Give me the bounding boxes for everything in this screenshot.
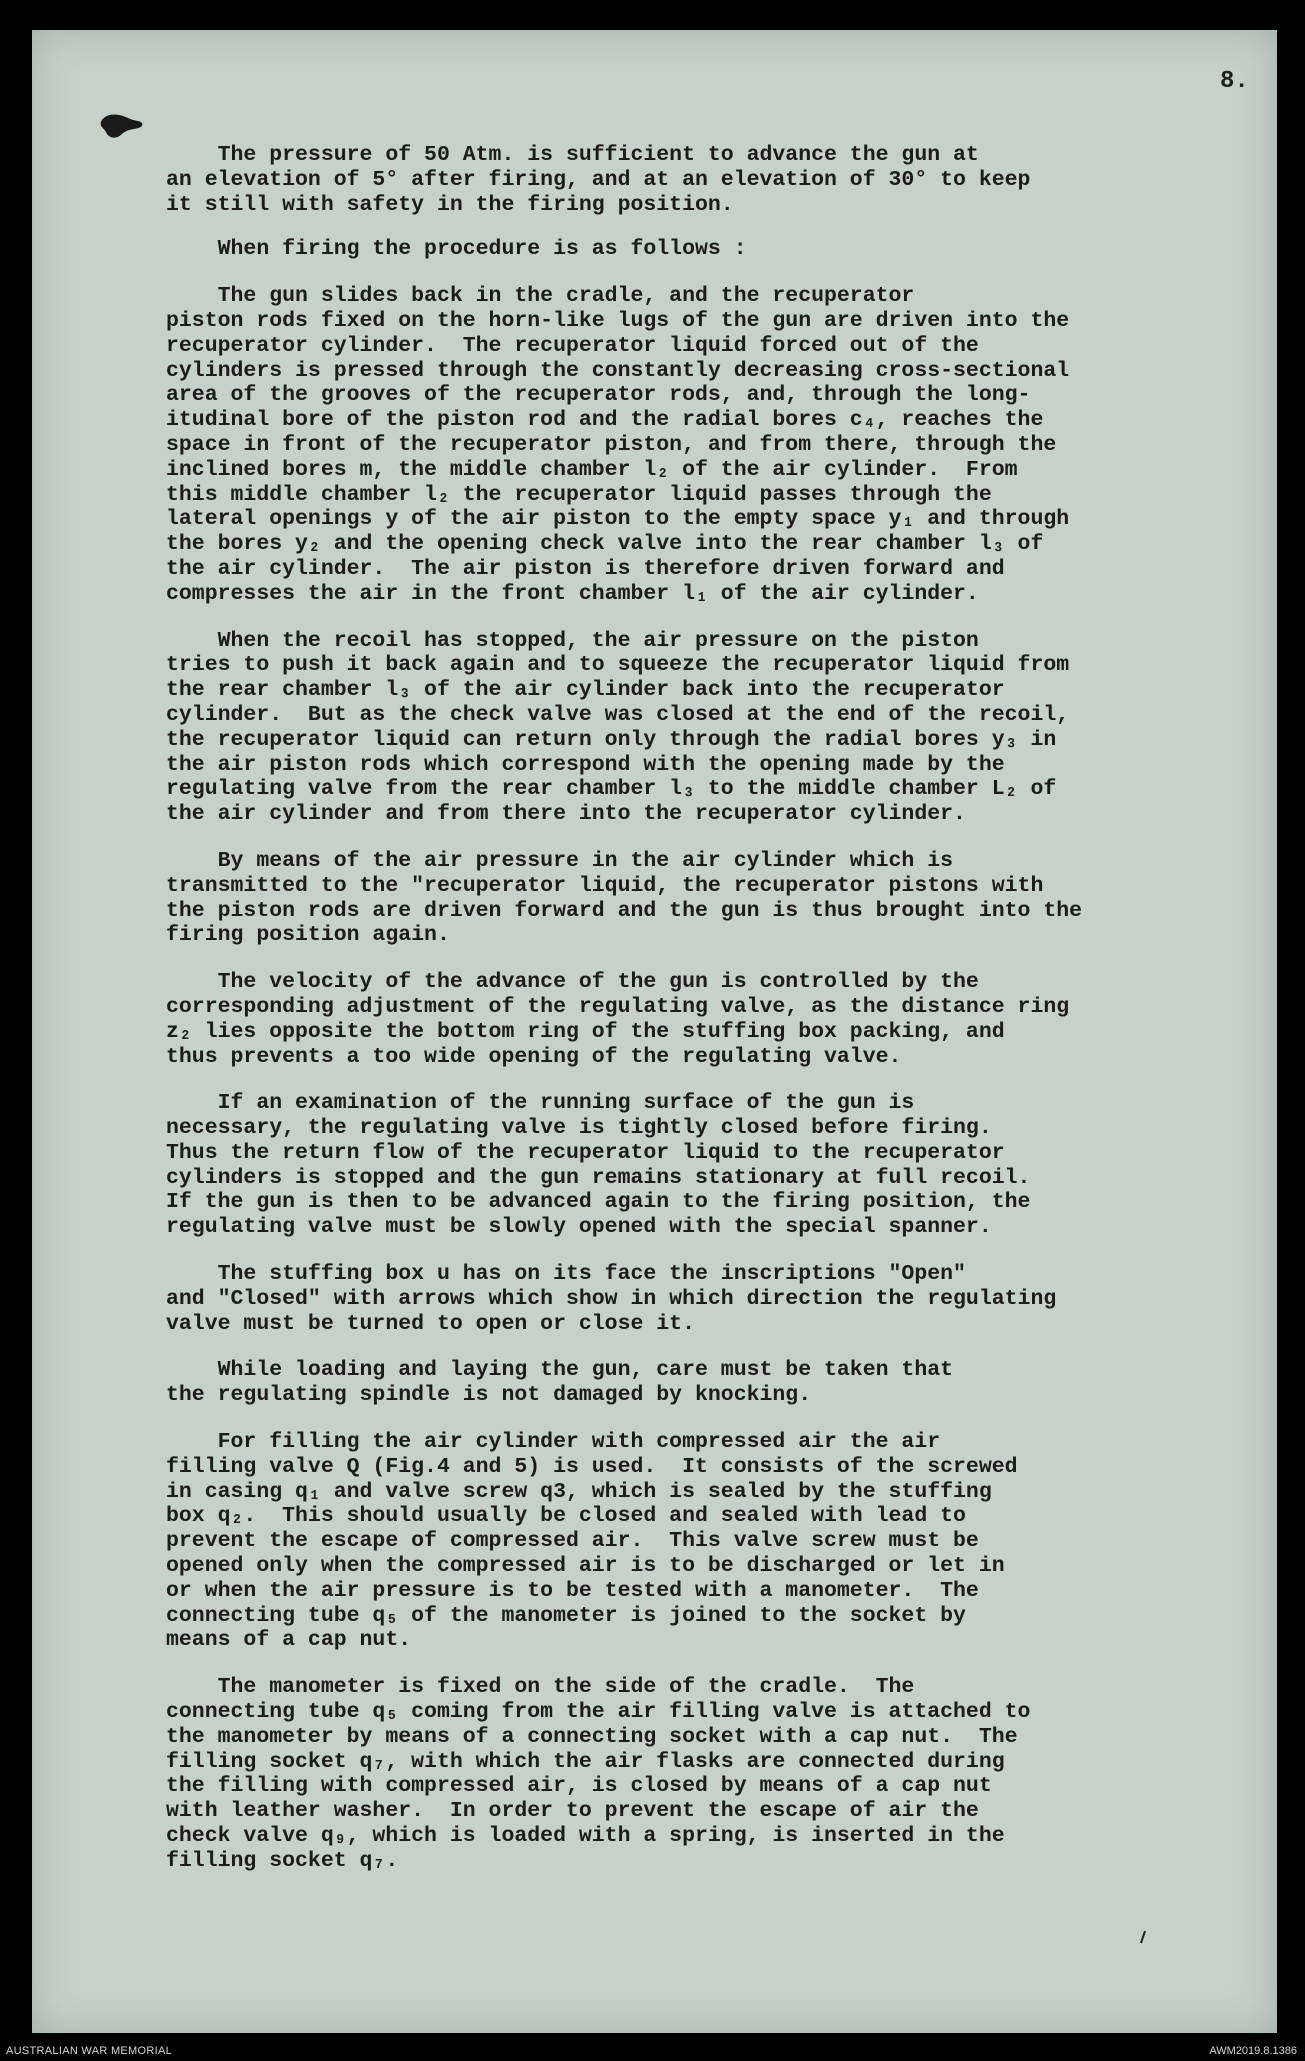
footer-institution: AUSTRALIAN WAR MEMORIAL	[6, 2045, 173, 2057]
ink-blot-mark	[98, 110, 146, 142]
paragraph-10: For filling the air cylinder with compressed air the air filling valve Q (Fig.4 and 5) is used. It consists of the screwed in casing q₁ and valve screw q3, which is sealed by the stuffing box q₂. This should usually be closed and sealed with lead to prevent the escape of compressed air. This valve screw must be opened only when the compressed air is to be discharged or let in or when the air pressure is to be tested with a manometer. The connecting tube q₅ of the manometer is joined to the socket by means of a cap nut.	[166, 1430, 1018, 1653]
paragraph-4: When the recoil has stopped, the air pressure on the piston tries to push it back again and to squeeze the recuperator liquid from the rear chamber l₃ of the air cylinder back into the recuperator cylinder. But as the check valve was closed at the end of the recoil, the recuperator liquid can return only through the radial bores y₃ in the air piston rods which correspond with the opening made by the regulating valve from the rear chamber l₃ to the middle chamber L₂ of the air cylinder and from there into the recuperator cylinder.	[166, 628, 1070, 827]
body-text	[166, 143, 1236, 1896]
paragraph-9: While loading and laying the gun, care must be taken that the regulating spindle is not damaged by knocking.	[166, 1358, 954, 1408]
paragraph-11: The manometer is fixed on the side of the cradle. The connecting tube q₅ coming from the air filling valve is attached to the manometer by means of a connecting socket with a cap nut. The filling socket q₇, with which the air flasks are connected during the filling with compressed air, is closed by means of a cap nut with leather washer. In order to prevent the escape of air the check valve q₉, which is loaded with a spring, is inserted in the filling socket q₇.	[166, 1675, 1031, 1873]
archive-footer	[0, 2041, 1305, 2061]
paragraph-8: The stuffing box u has on its face the inscriptions "Open" and "Closed" with arrows which show in which direction the regulating valve must be turned to open or close it.	[166, 1262, 1057, 1336]
pencil-tick-mark	[1140, 1930, 1146, 1944]
paragraph-1: The pressure of 50 Atm. is sufficient to advance the gun at an elevation of 5° after firing, and at an elevation of 30° to keep it still with safety in the firing position.	[166, 143, 1031, 217]
paragraph-7: If an examination of the running surface of the gun is necessary, the regulating valve is tightly closed before firing. Thus the return flow of the recuperator liquid to the recuperator cylinders is stopped and the gun remains stationary at full recoil. If the gun is then to be advanced again to the firing position, the regulating valve must be slowly opened with the special spanner.	[166, 1091, 1031, 1240]
document-page	[32, 30, 1277, 2033]
paragraph-3: The gun slides back in the cradle, and the recuperator piston rods fixed on the horn-like lugs of the gun are driven into the recuperator cylinder. The recuperator liquid forced out of the cylinders is pressed through the constantly decreasing cross-sectional area of the grooves of the recuperator rods, and, through the long- itudinal bore of the piston rod and the radial bores c₄, reaches the space in front of the recuperator piston, and from there, through the inclined bores m, the middle chamber l₂ of the air cylinder. From this middle chamber l₂ the recuperator liquid passes through the lateral openings y of the air piston to the empty space y₁ and through the bores y₂ and the opening check valve into the rear chamber l₃ of the air cylinder. The air piston is therefore driven forward and compresses the air in the front chamber l₁ of the air cylinder.	[166, 284, 1070, 606]
paragraph-6: The velocity of the advance of the gun is controlled by the corresponding adjustment of the regulating valve, as the distance ring z₂ lies opposite the bottom ring of the stuffing box packing, and thus prevents a too wide opening of the regulating valve.	[166, 970, 1070, 1069]
paragraph-5: By means of the air pressure in the air cylinder which is transmitted to the "recuperator liquid, the recuperator pistons with the piston rods are driven forward and the gun is thus brought into the firing position again.	[166, 848, 1083, 948]
page-number: 8.	[1220, 68, 1249, 95]
paragraph-2: When firing the procedure is as follows :	[166, 237, 747, 262]
footer-accession-number: AWM2019.8.1386	[1209, 2045, 1297, 2057]
